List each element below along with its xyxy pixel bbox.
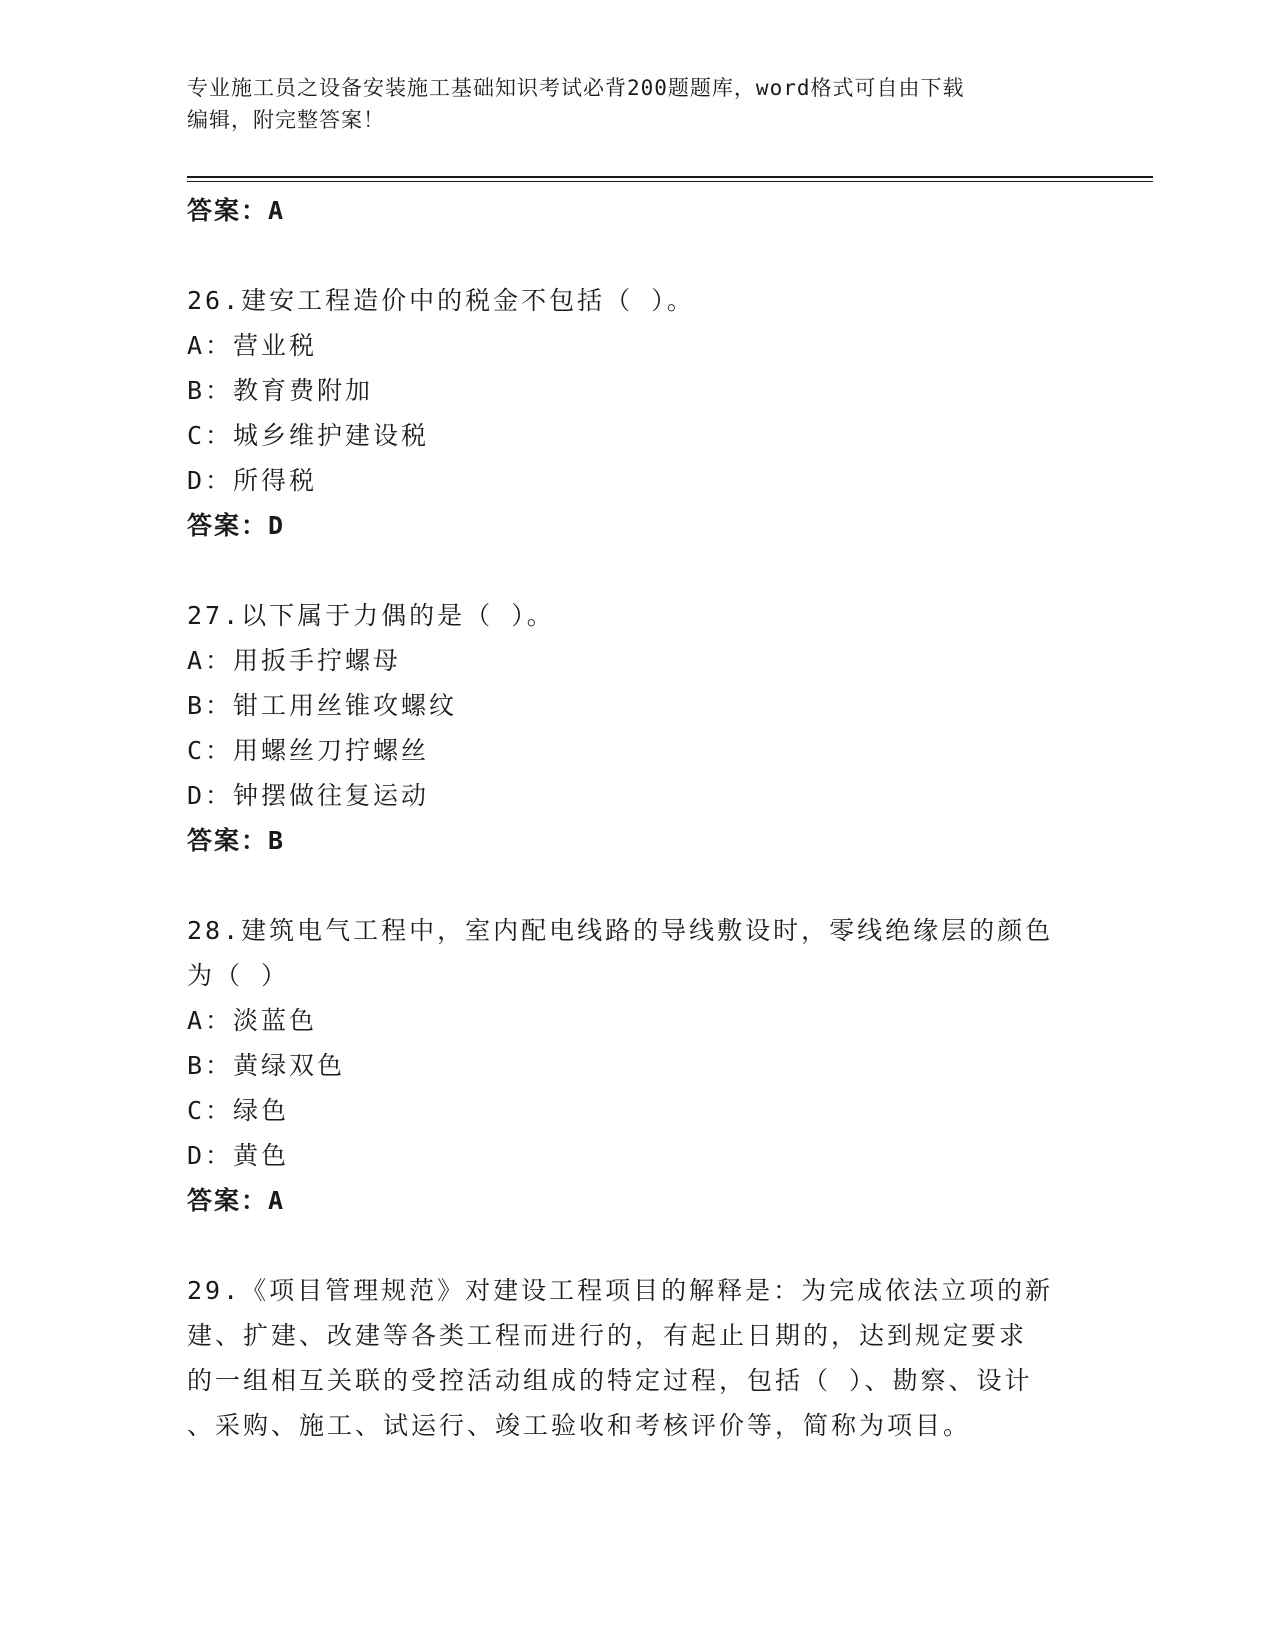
option-a: A：淡蓝色 xyxy=(187,1006,318,1035)
answer-line: 答案：A xyxy=(187,196,286,225)
question-block xyxy=(187,1268,1087,1448)
answer-line: 答案：D xyxy=(187,511,286,540)
option-c: C：用螺丝刀拧螺丝 xyxy=(187,736,430,765)
option-d: D：所得税 xyxy=(187,466,318,495)
header-title-line-2: 编辑，附完整答案！ xyxy=(187,108,385,132)
answer-line: 答案：B xyxy=(187,826,286,855)
question-stem-line-4: 、采购、施工、试运行、竣工验收和考核评价等，简称为项目。 xyxy=(187,1411,972,1440)
spacer xyxy=(187,548,1087,593)
question-block xyxy=(187,593,1087,863)
option-d: D：黄色 xyxy=(187,1141,290,1170)
question-stem-line-2: 为（ ） xyxy=(187,961,290,990)
option-c: C：城乡维护建设税 xyxy=(187,421,430,450)
header-divider-thick xyxy=(187,176,1153,178)
question-stem-line-3: 的一组相互关联的受控活动组成的特定过程，包括（ ）、勘察、设计 xyxy=(187,1366,1033,1395)
spacer xyxy=(187,233,1087,278)
question-stem-line-2: 建、扩建、改建等各类工程而进行的，有起止日期的，达到规定要求 xyxy=(187,1321,1028,1350)
option-b: B：黄绿双色 xyxy=(187,1051,346,1080)
spacer xyxy=(187,1223,1087,1268)
question-stem-line-1: 28.建筑电气工程中，室内配电线路的导线敷设时，零线绝缘层的颜色 xyxy=(187,916,1054,945)
header-title-line-1: 专业施工员之设备安装施工基础知识考试必背200题题库，word格式可自由下载 xyxy=(187,76,965,100)
spacer xyxy=(187,863,1087,908)
option-b: B：教育费附加 xyxy=(187,376,374,405)
option-b: B：钳工用丝锥攻螺纹 xyxy=(187,691,458,720)
answer-line: 答案：A xyxy=(187,1186,286,1215)
question-stem-line-1: 29.《项目管理规范》对建设工程项目的解释是：为完成依法立项的新 xyxy=(187,1276,1054,1305)
question-stem: 26.建安工程造价中的税金不包括（ ）。 xyxy=(187,286,695,315)
option-a: A：用扳手拧螺母 xyxy=(187,646,402,675)
question-list xyxy=(187,188,1087,1448)
option-d: D：钟摆做往复运动 xyxy=(187,781,430,810)
question-stem: 27.以下属于力偶的是（ ）。 xyxy=(187,601,555,630)
document-header xyxy=(187,72,1067,136)
header-divider-thin xyxy=(187,181,1153,182)
option-a: A：营业税 xyxy=(187,331,318,360)
question-block xyxy=(187,278,1087,548)
question-block xyxy=(187,908,1087,1223)
option-c: C：绿色 xyxy=(187,1096,290,1125)
